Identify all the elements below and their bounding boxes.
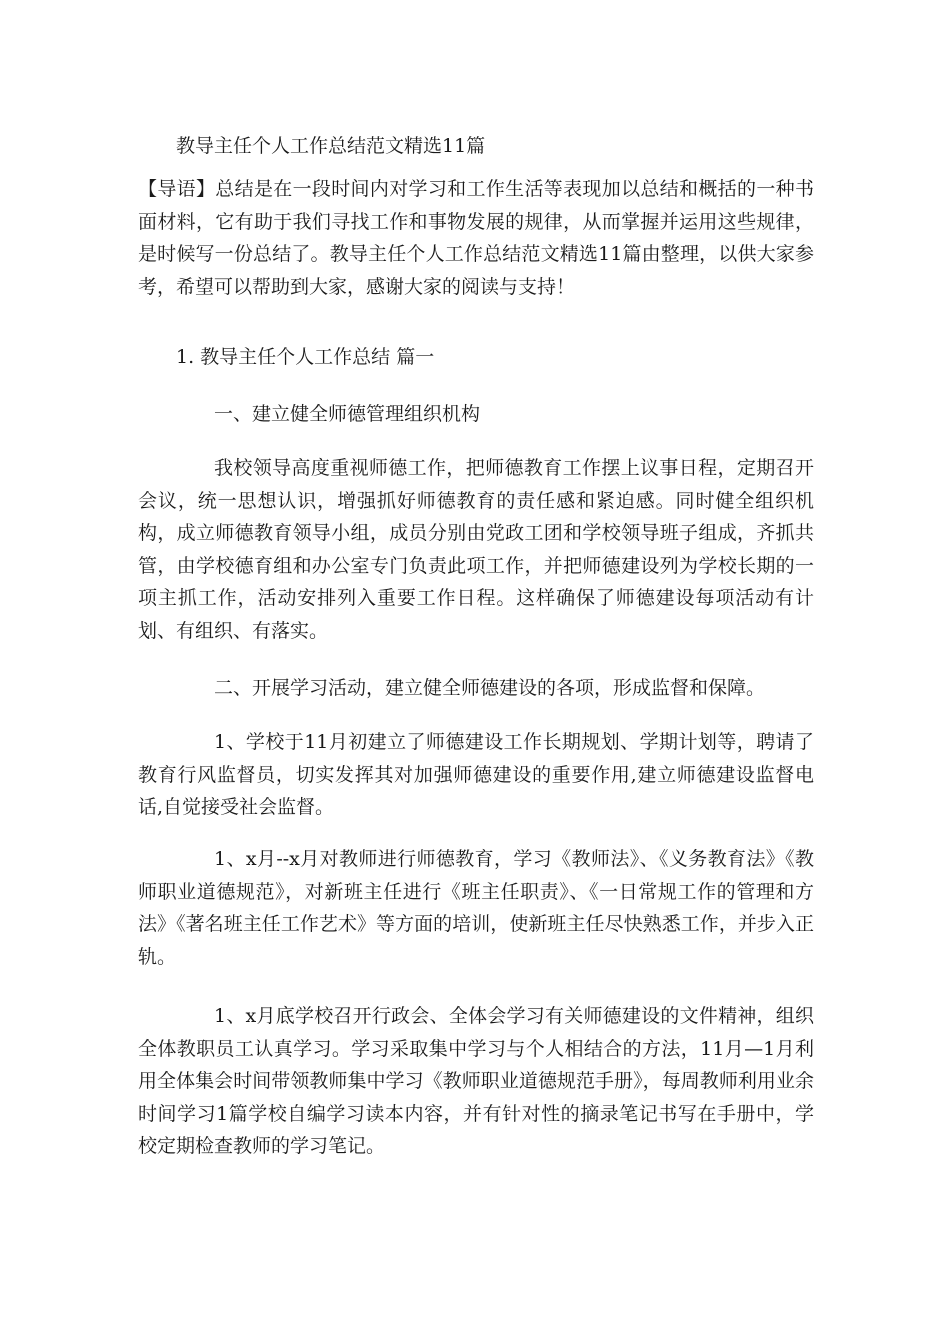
item-paragraph-a: 1、学校于11月初建立了师德建设工作长期规划、学期计划等，聘请了教育行风监督员，切实发挥其对加强师德建设的重要作用,建立师德建设监督电话,自觉接受社会监督。 <box>138 731 814 818</box>
section2-heading: 二、开展学习活动，建立健全师德建设的各项，形成监督和保障。 <box>214 677 766 699</box>
document-title: 教导主任个人工作总结范文精选11篇 <box>176 135 486 157</box>
item-paragraph-b: 1、x月--x月对教师进行师德教育，学习《教师法》、《义务教育法》《教师职业道德规范》，对新班主任进行《班主任职责》、《一日常规工作的管理和方法》《著名班主任工作艺术》等方面的培训，使新班主任尽快熟悉工作，并步入正轨。 <box>138 848 814 968</box>
article-heading: 1. 教导主任个人工作总结 篇一 <box>176 346 435 368</box>
section1-heading: 一、建立健全师德管理组织机构 <box>214 403 481 425</box>
intro-paragraph: 【导语】总结是在一段时间内对学习和工作生活等表现加以总结和概括的一种书面材料，它有助于我们寻找工作和事物发展的规律，从而掌握并运用这些规律，是时候写一份总结了。教导主任个人工作总结范文精选11篇由整理，以供大家参考，希望可以帮助到大家，感谢大家的阅读与支持！ <box>138 178 814 298</box>
section1-body: 我校领导高度重视师德工作，把师德教育工作摆上议事日程，定期召开会议，统一思想认识，增强抓好师德教育的责任感和紧迫感。同时健全组织机构，成立师德教育领导小组，成员分别由党政工团和学校领导班子组成，齐抓共管，由学校德育组和办公室专门负责此项工作，并把师德建设列为学校长期的一项主抓工作，活动安排列入重要工作日程。这样确保了师德建设每项活动有计划、有组织、有落实。 <box>138 457 814 642</box>
item-paragraph-c: 1、x月底学校召开行政会、全体会学习有关师德建设的文件精神，组织全体教职员工认真学习。学习采取集中学习与个人相结合的方法，11月—1月利用全体集会时间带领教师集中学习《教师职业道德规范手册》，每周教师利用业余时间学习1篇学校自编学习读本内容，并有针对性的摘录笔记书写在手册中，学校定期检查教师的学习笔记。 <box>138 1005 814 1157</box>
